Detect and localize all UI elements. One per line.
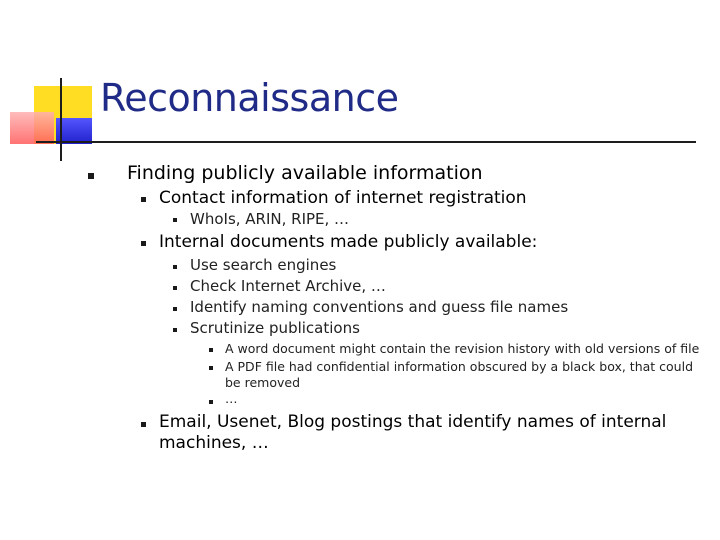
bullet-l3-internet-archive: Check Internet Archive, … [190,277,386,295]
bullet-marker [173,328,177,332]
bullet-l4-pdf-line1: A PDF file had confidential information obscured by a black box, that could [225,359,694,374]
bullet-marker [141,422,146,427]
bullet-marker [209,366,213,370]
bullet-l2-email-line2: machines, … [159,433,269,453]
bullet-l3-whois: WhoIs, ARIN, RIPE, … [190,210,350,228]
bullet-l3-search-engines: Use search engines [190,256,337,274]
title-divider [36,141,696,143]
logo-red-block [10,112,54,144]
bullet-l3-naming-conventions: Identify naming conventions and guess file names [190,298,569,316]
bullet-marker [173,265,177,269]
bullet-l2-email-line1: Email, Usenet, Blog postings that identify names of internal [159,412,667,432]
logo-vertical-line [60,78,62,161]
bullet-l4-ellipsis: … [225,391,238,406]
bullet-marker [209,348,213,352]
bullet-l4-word-doc: A word document might contain the revision history with old versions of file [225,341,700,356]
bullet-marker [209,400,213,404]
bullet-marker [173,307,177,311]
bullet-marker [141,197,146,202]
bullet-marker [141,241,146,246]
bullet-l1-finding: Finding publicly available information [127,162,483,184]
bullet-marker [173,218,177,222]
bullet-l2-internal-docs: Internal documents made publicly available: [159,232,538,252]
slide-title: Reconnaissance [100,76,399,120]
bullet-l2-contact: Contact information of internet registration [159,188,527,208]
bullet-l3-scrutinize: Scrutinize publications [190,319,360,337]
bullet-marker [88,173,94,179]
bullet-marker [173,286,177,290]
bullet-l4-pdf-line2: be removed [225,375,300,390]
